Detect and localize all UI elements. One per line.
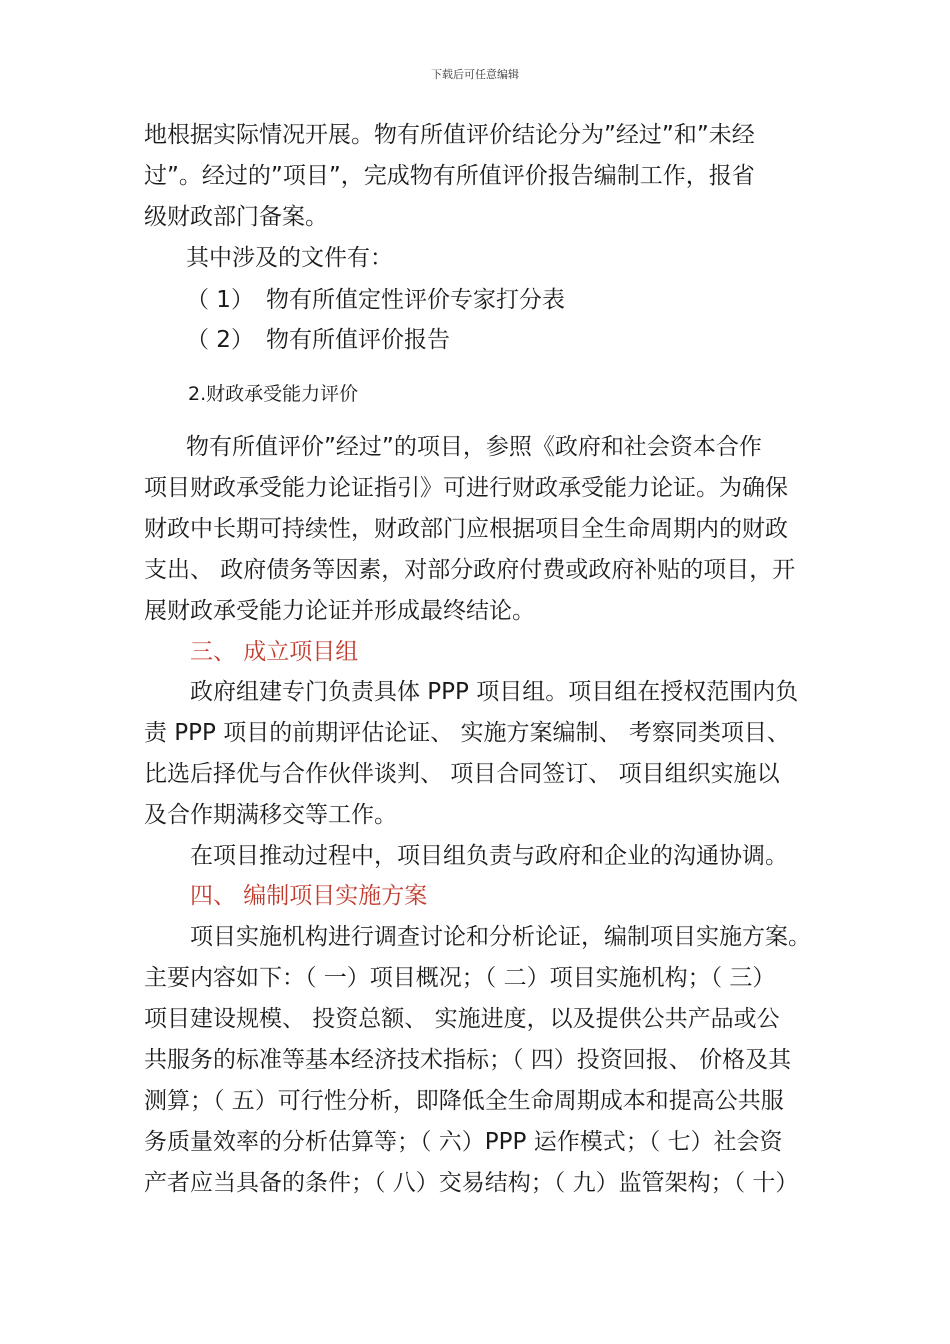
- list-item-number: （ 1）: [186, 287, 254, 313]
- paragraph-line: 地根据实际情况开展。物有所值评价结论分为”经过”和”未经: [144, 122, 755, 148]
- paragraph-line: 务质量效率的分析估算等；（ 六）PPP 运作模式；（ 七）社会资: [144, 1129, 783, 1155]
- section-heading: 四、 编制项目实施方案: [190, 883, 428, 909]
- list-item-text: 物有所值评价报告: [266, 327, 450, 353]
- paragraph-line: 及合作期满移交等工作。: [144, 802, 397, 828]
- paragraph-line: 级财政部门备案。: [144, 204, 328, 230]
- sub-heading: 2.财政承受能力评价: [188, 383, 359, 405]
- paragraph-line: 其中涉及的文件有：: [186, 245, 393, 271]
- paragraph-line: 产者应当具备的条件；（ 八）交易结构；（ 九）监管架构；（ 十）: [144, 1170, 799, 1196]
- paragraph-line: 共服务的标准等基本经济技术指标；（ 四）投资回报、 价格及其: [144, 1047, 792, 1073]
- paragraph-line: 测算；（ 五）可行性分析，即降低全生命周期成本和提高公共服: [144, 1088, 784, 1114]
- page-header-note: 下载后可任意编辑: [431, 68, 519, 81]
- list-item: [186, 285, 565, 315]
- paragraph-line: 政府组建专门负责具体 PPP 项目组。项目组在授权范围内负: [190, 679, 799, 705]
- paragraph-line: 过”。经过的”项目”，完成物有所值评价报告编制工作，报省: [144, 163, 755, 189]
- list-item: [186, 325, 450, 355]
- paragraph-line: 项目实施机构进行调查讨论和分析论证，编制项目实施方案。: [190, 924, 811, 950]
- section-heading: 三、 成立项目组: [190, 639, 359, 665]
- paragraph-line: 项目财政承受能力论证指引》可进行财政承受能力论证。为确保: [144, 475, 788, 501]
- paragraph-line: 主要内容如下：（ 一）项目概况；（ 二）项目实施机构；（ 三）: [144, 965, 776, 991]
- paragraph-line: 项目建设规模、 投资总额、 实施进度，以及提供公共产品或公: [144, 1006, 780, 1032]
- paragraph-line: 支出、 政府债务等因素，对部分政府付费或政府补贴的项目，开: [144, 557, 796, 583]
- paragraph-line: 比选后择优与合作伙伴谈判、 项目合同签订、 项目组织实施以: [144, 761, 780, 787]
- paragraph-line: 展财政承受能力论证并形成最终结论。: [144, 598, 535, 624]
- paragraph-line: 财政中长期可持续性，财政部门应根据项目全生命周期内的财政: [144, 516, 788, 542]
- paragraph-line: 物有所值评价”经过”的项目，参照《政府和社会资本合作: [186, 434, 762, 460]
- list-item-text: 物有所值定性评价专家打分表: [266, 287, 565, 313]
- paragraph-line: 在项目推动过程中，项目组负责与政府和企业的沟通协调。: [190, 843, 788, 869]
- list-item-number: （ 2）: [186, 327, 254, 353]
- paragraph-line: 责 PPP 项目的前期评估论证、 实施方案编制、 考察同类项目、: [144, 720, 790, 746]
